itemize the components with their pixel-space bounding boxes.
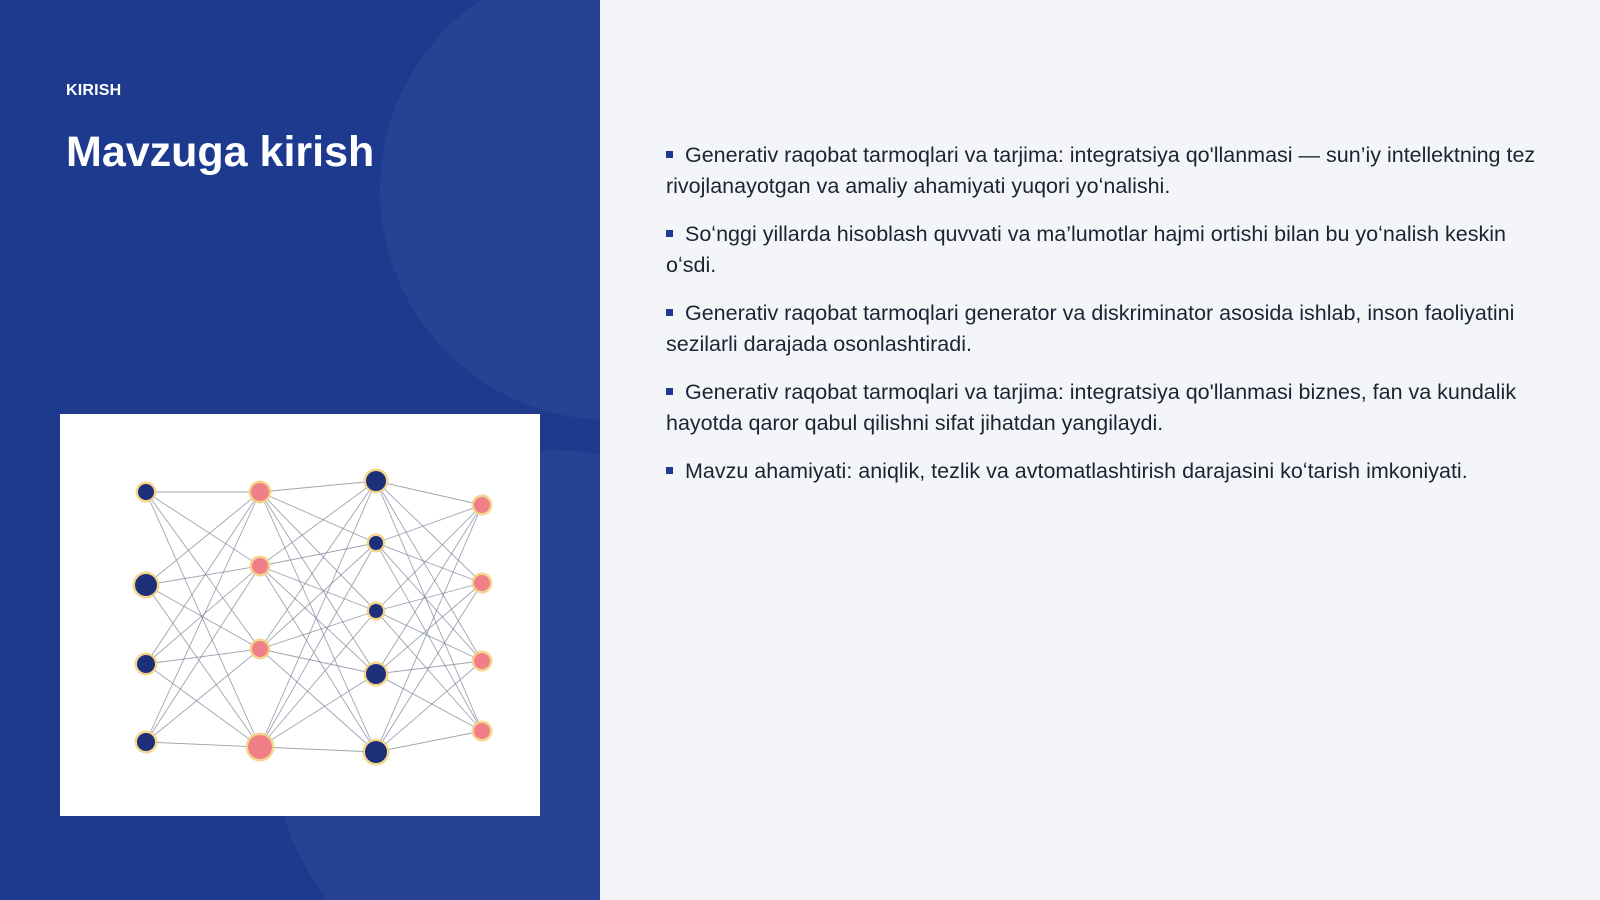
network-connection bbox=[260, 481, 376, 566]
network-node bbox=[369, 536, 383, 550]
bullet-item bbox=[666, 377, 1546, 439]
bullet-text: Generativ raqobat tarmoqlari generator va diskriminator asosida ishlab, inson faoliyatini sezilarli darajada osonlashtiradi. bbox=[666, 301, 1515, 356]
network-connection bbox=[146, 742, 260, 747]
network-node bbox=[137, 655, 155, 673]
network-connection bbox=[260, 611, 376, 649]
network-connection bbox=[146, 649, 260, 664]
network-node bbox=[474, 723, 490, 739]
network-connection bbox=[376, 611, 482, 661]
network-connection bbox=[260, 747, 376, 752]
network-connection bbox=[376, 505, 482, 674]
network-node bbox=[365, 741, 387, 763]
network-connection bbox=[376, 481, 482, 505]
network-node bbox=[474, 575, 490, 591]
network-connection bbox=[260, 611, 376, 747]
network-connection bbox=[376, 481, 482, 731]
network-connection bbox=[146, 585, 260, 747]
bullet-list bbox=[666, 140, 1546, 504]
network-node bbox=[252, 558, 268, 574]
network-connection bbox=[260, 649, 376, 674]
bullet-text: Generativ raqobat tarmoqlari va tarjima: integratsiya qo'llanmasi — sun’iy intellektning tez rivojlanayotgan va amaliy ahamiyati yuqori yoʻnalishi. bbox=[666, 143, 1536, 198]
bullet-square-icon bbox=[666, 309, 673, 316]
network-connection bbox=[260, 481, 376, 492]
network-node bbox=[369, 604, 383, 618]
bullet-item bbox=[666, 298, 1546, 360]
left-panel bbox=[0, 0, 600, 900]
neural-network-graphic bbox=[60, 414, 540, 816]
bullet-item bbox=[666, 140, 1546, 202]
network-connection bbox=[260, 543, 376, 649]
network-node bbox=[474, 653, 490, 669]
network-connection bbox=[376, 481, 482, 583]
network-connection bbox=[260, 492, 376, 674]
bullet-text: Generativ raqobat tarmoqlari va tarjima: integratsiya qo'llanmasi biznes, fan va kundalik hayotda qaror qabul qilishni sifat jihatdan yangilaydi. bbox=[666, 380, 1517, 435]
bullet-text: Mavzu ahamiyati: aniqlik, tezlik va avtomatlashtirish darajasini koʻtarish imkoniyati. bbox=[685, 459, 1468, 483]
network-connection bbox=[260, 492, 376, 752]
network-node bbox=[135, 574, 157, 596]
network-connection bbox=[146, 566, 260, 742]
network-connection bbox=[146, 566, 260, 664]
network-node bbox=[138, 484, 154, 500]
network-connection bbox=[376, 583, 482, 752]
network-node bbox=[251, 483, 269, 501]
network-connection bbox=[260, 543, 376, 566]
network-node bbox=[248, 735, 272, 759]
bullet-square-icon bbox=[666, 230, 673, 237]
network-connection bbox=[376, 543, 482, 661]
bullet-square-icon bbox=[666, 467, 673, 474]
network-connection bbox=[260, 543, 376, 747]
network-connection bbox=[146, 566, 260, 585]
network-connection bbox=[376, 731, 482, 752]
slide-title: Mavzuga kirish bbox=[66, 128, 375, 176]
network-connection bbox=[260, 481, 376, 649]
network-node bbox=[137, 733, 155, 751]
network-connection bbox=[260, 492, 376, 543]
network-node bbox=[366, 471, 386, 491]
bullet-square-icon bbox=[666, 388, 673, 395]
network-connection bbox=[146, 649, 260, 742]
content-panel bbox=[600, 0, 1600, 900]
network-connection bbox=[260, 566, 376, 752]
neural-network-image bbox=[60, 414, 540, 816]
section-label: KIRISH bbox=[66, 82, 122, 99]
network-connection bbox=[376, 661, 482, 752]
network-connection bbox=[260, 481, 376, 747]
bullet-item bbox=[666, 456, 1546, 487]
bullet-square-icon bbox=[666, 151, 673, 158]
network-connection bbox=[376, 505, 482, 611]
network-node bbox=[252, 641, 268, 657]
bullet-item bbox=[666, 219, 1546, 281]
network-node bbox=[366, 664, 386, 684]
network-connection bbox=[376, 543, 482, 583]
bullet-text: Soʻnggi yillarda hisoblash quvvati va ma’lumotlar hajmi ortishi bilan bu yoʻnalish keskin oʻsdi. bbox=[666, 222, 1506, 277]
network-node bbox=[474, 497, 490, 513]
decorative-circle bbox=[380, 0, 600, 420]
network-connection bbox=[376, 505, 482, 543]
network-connection bbox=[146, 492, 260, 664]
